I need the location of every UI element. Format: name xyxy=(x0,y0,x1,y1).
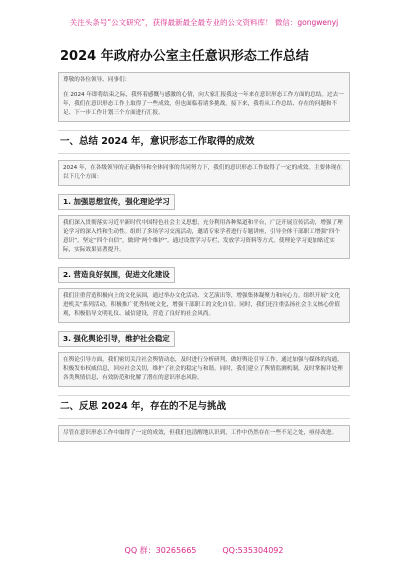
document-body xyxy=(58,48,350,442)
section2-body: 尽管在意识形态工作中取得了一定的成效，但我们也清醒地认识到，工作中仍然存在一些不足之处，亟待改进。 xyxy=(63,430,338,436)
subsection2-box xyxy=(58,288,350,323)
section1-lead-box xyxy=(58,160,350,186)
section1-heading: 一、总结 2024 年，意识形态工作取得的成效 xyxy=(58,130,350,154)
subsection3-box xyxy=(58,352,350,387)
section2-box xyxy=(58,425,350,442)
banner-text: 关注头条号“公文研究”，获得最新最全最专业的公文资料库！ 微信：gongwenyj xyxy=(69,17,339,27)
document-title: 2024 年政府办公室主任意识形态工作总结 xyxy=(60,49,309,64)
top-banner xyxy=(0,0,408,44)
section2-heading: 二、反思 2024 年，存在的不足与挑战 xyxy=(58,395,350,419)
footer xyxy=(0,540,408,560)
subsection3-body: 在舆论引导方面，我们密切关注社会舆情动态，及时进行分析研判，做好舆论引导工作。通过加强与媒体的沟通，积极发布权威信息，回应社会关切，维护了社会的稳定与和谐。同时，我们建立了舆情监测机制，及时掌握并处理各类舆情信息，有效防范和化解了潜在的意识形态风险。 xyxy=(63,357,343,381)
subsection1-body: 我们深入贯彻落实习近平新时代中国特色社会主义思想，充分利用各种渠道和平台，广泛开展宣传活动，增强了理论学习的深入性和生动性。组织了多场学习交流活动，邀请专家学者进行专题讲座，引导全体干部职工增强“四个意识”，坚定“四个自信”，做到“两个维护”。通过设置学习专栏，发放学习资料等方式，使理论学习更加贴近实际，实际效果显著提升。 xyxy=(63,220,343,253)
subsection2-heading: 2. 营造良好氛围，促进文化建设 xyxy=(58,267,175,283)
footer-qq: QQ:535304092 xyxy=(222,545,284,555)
intro-box xyxy=(58,72,350,122)
subsection3-heading: 3. 强化舆论引导，维护社会稳定 xyxy=(58,331,175,347)
intro-paragraph: 在 2024 年即将结束之际，我怀着感慨与感激的心情，向大家汇报我这一年来在意识形态工作方面的总结。过去一年，我们在意识形态工作上取得了一些成效，但也面临着诸多挑战。接下来，我将从工作总结、存在的问题和不足、下一步工作计划三个方面进行汇报。 xyxy=(63,92,344,116)
subsection2-body: 我们注重营造积极向上的文化氛围，通过举办文化活动、文艺演出等，增强集体凝聚力和向心力。组织开展“文化进机关”系列活动，积极推广优秀传统文化，增强干部职工的文化自信。同时，我们还注重弘扬社会主义核心价值观，积极倡导文明礼仪、诚信建设，营造了良好的社会风尚。 xyxy=(63,293,340,317)
greeting: 尊敬的各位领导、同事们： xyxy=(63,77,131,83)
section1-lead: 2024 年，在各级领导的正确指导和全体同事的共同努力下，我们的意识形态工作取得了一定的成效。主要体现在以下几个方面： xyxy=(63,165,342,180)
footer-qq-group: QQ 群：30265665 xyxy=(124,545,197,555)
subsection1-box xyxy=(58,215,350,259)
subsection1-heading: 1. 加强思想宣传，强化理论学习 xyxy=(58,194,175,210)
